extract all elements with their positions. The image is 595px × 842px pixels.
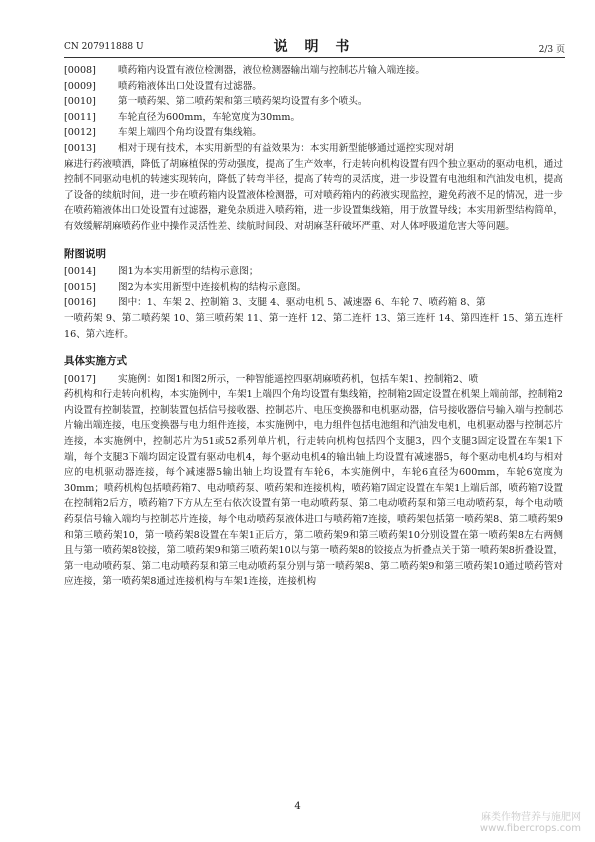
section-title-embodiment: 具体实施方式: [64, 355, 127, 368]
document-title: 说 明 书: [273, 39, 356, 55]
page-indicator: 2/3 页: [538, 45, 565, 55]
paragraph-continuation: 麻进行药液喷洒，降低了胡麻植保的劳动强度，提高了生产效率，行走转向机构设置有四个独立驱动的驱动电机，通过控制不同驱动电机的转速实现转向，降低了转弯半径，提高了转弯的灵活度，进一步设置有电池组和汽油发电机，提高了设备的续航时间，进一步在喷药箱内设置液体检测器，可对喷药箱内的药液实现监控，避免药液不足的情况，进一步在喷药箱液体出口处设置有过滤器，避免杂质进入喷药箱，进一步设置集线箱，用于放置导线；本实用新型结构简单，有效缓解胡麻喷药作业中操作灵活性差、续航时间段、对胡麻茎秆破坏严重、对人体呼吸道危害大等问题。: [64, 158, 563, 232]
paragraph-number: [0016]: [64, 297, 96, 309]
paragraph-0009: [64, 79, 563, 95]
paragraph-0012: [64, 125, 563, 141]
watermark-site-name: 麻类作物营养与施肥网: [481, 812, 581, 823]
paragraph-number: [0010]: [64, 96, 96, 108]
paragraph-0010: [64, 94, 563, 110]
paragraph-text: 第一喷药架、第二喷药架和第三喷药架均设置有多个喷头。: [118, 96, 368, 108]
paragraph-continuation: 药机构和行走转向机构，本实施例中，车架1上端四个角均设置有集线箱，控制箱2固定设置在机架上端前部，控制箱2内设置有控制装置，控制装置包括信号接收器、控制芯片、电压变换器和电机驱动器，信号接收器信号输入端与控制芯片输出端连接，电压变换器与电力组件连接，本实施例中，电力组件包括电池组和汽油发电机，电机驱动器与控制芯片连接，本实施例中，控制芯片为51或52系列单片机，行走转向机构包括四个支腿3，四个支腿3固定设置在车架1下端，每个支腿3下端均固定设置有驱动电机4，每个驱动电机4的输出轴上均设置有减速器5，每个驱动电机4均与相对应的电机驱动器连接，每个减速器5输出轴上均设置有车轮6，本实施例中，车轮6直径为600mm，车轮6宽度为30mm；喷药机构包括喷药箱7、电动喷药泵、喷药架和连接机构，喷药箱7固定设置在车架1上端后部，喷药箱7设置在控制箱2后方，喷药箱7下方从左至右依次设置有第一电动喷药泵、第二电动喷药泵和第三电动喷药泵，每个电动喷药泵信号输入端均与控制芯片连接，每个电动喷药泵液体进口与喷药箱7连接，喷药架包括第一喷药架8、第二喷药架9和第三喷药架10，第一喷药架8设置在车架1正后方，第二喷药架9和第三喷药架10分别设置在第一喷药架8左右两侧且与第一喷药架8铰接，第二喷药架9和第三喷药架10以与第一喷药架8的铰接点为折叠点关于第一喷药架8折叠设置，第一电动喷药泵、第二电动喷药泵和第三电动喷药泵分别与第一喷药架8、第二喷药架9和第三喷药架10通过喷药管对应连接，第一喷药架8通过连接机构与车架1连接，连接机构: [64, 389, 563, 588]
paragraph-0015: [64, 280, 563, 296]
paragraph-number: [0009]: [64, 80, 96, 92]
paragraph-0011: [64, 110, 563, 126]
watermark: [480, 808, 581, 834]
paragraph-number: [0012]: [64, 127, 96, 139]
section-title-figures: 附图说明: [64, 247, 106, 260]
paragraph-number: [0008]: [64, 65, 96, 76]
paragraph-continuation: 一喷药架 9、第二喷药架 10、第三喷药架 11、第一连杆 12、第二连杆 13、第三连杆 14、第四连杆 15、第五连杆 16、第六连杆。: [64, 312, 563, 340]
paragraph-0016: [64, 295, 563, 342]
patent-number: CN 207911888 U: [64, 42, 144, 52]
paragraph-text: 图2为本实用新型中连接机构的结构示意图。: [118, 281, 307, 293]
watermark-url: www.fibercrops.com: [479, 823, 581, 834]
paragraph-first-line: 相对于现有技术，本实用新型的有益效果为：本实用新型能够通过遥控实现对胡: [118, 142, 454, 154]
paragraph-first-line: 图中：1、车架 2、控制箱 3、支腿 4、驱动电机 5、减速器 6、车轮 7、喷药箱 8、第: [118, 297, 486, 309]
paragraph-first-line: 实施例：如图1和图2所示，一种智能遥控四驱胡麻喷药机，包括车架1、控制箱2、喷: [118, 373, 479, 385]
paragraph-text: 车架上端四个角均设置有集线箱。: [118, 127, 262, 139]
header-rule: [64, 57, 565, 58]
paragraph-number: [0014]: [64, 266, 96, 278]
paragraph-text: 图1为本实用新型的结构示意图；: [118, 266, 259, 278]
paragraph-text: 喷药箱液体出口处设置有过滤器。: [118, 80, 262, 92]
paragraph-number: [0017]: [64, 373, 96, 385]
paragraph-text: 喷药箱内设置有液位检测器，液位检测器输出端与控制芯片输入端连接。: [118, 65, 425, 76]
paragraph-0014: [64, 264, 563, 280]
document-body: [64, 63, 563, 590]
page-number: 4: [294, 801, 301, 812]
paragraph-number: [0015]: [64, 281, 96, 293]
paragraph-0013: [64, 141, 563, 235]
paragraph-0008: [64, 63, 563, 79]
page-header: [64, 36, 565, 56]
paragraph-text: 车轮直径为600mm，车轮宽度为30mm。: [118, 111, 301, 123]
paragraph-0017: [64, 372, 563, 590]
paragraph-number: [0013]: [64, 142, 96, 154]
paragraph-number: [0011]: [64, 111, 96, 123]
